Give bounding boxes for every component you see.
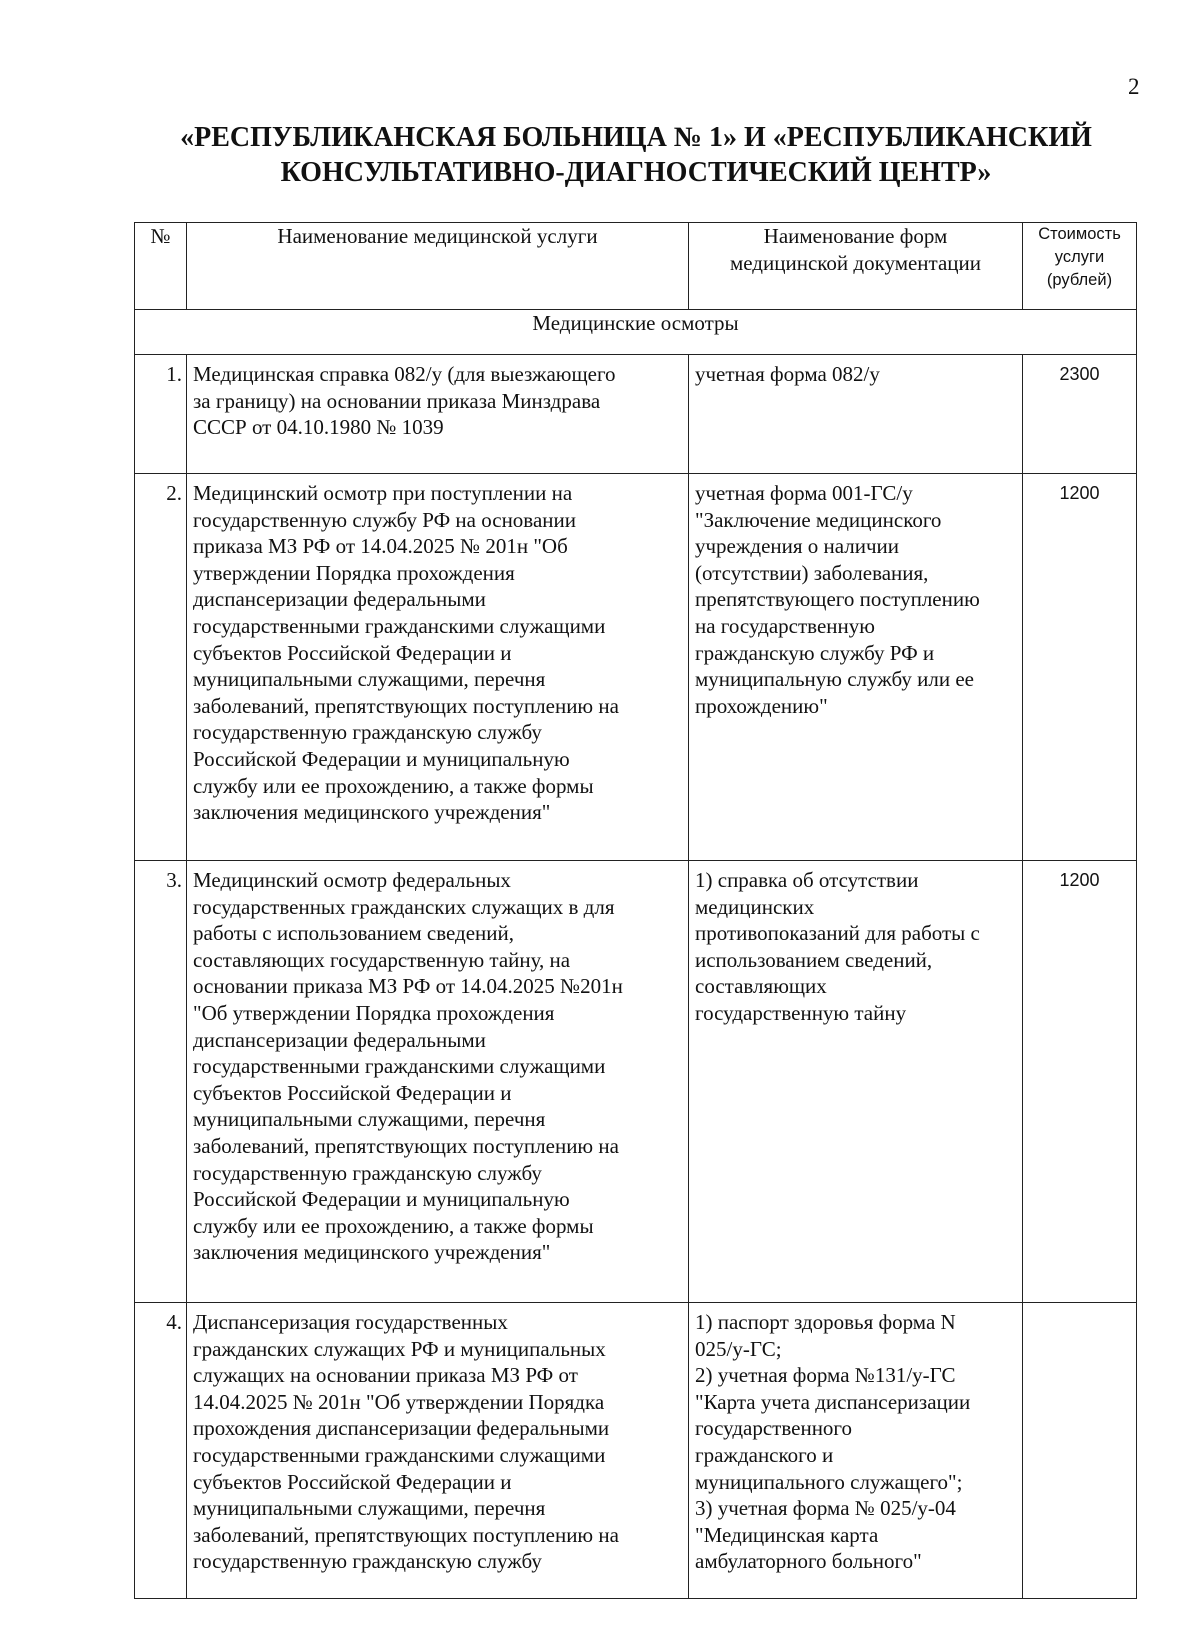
document-form-line: амбулаторного больного" xyxy=(695,1549,922,1574)
service-name-line: диспансеризации федеральными xyxy=(193,1027,486,1052)
document-forms-cell xyxy=(689,1303,1023,1599)
document-form-line: противопоказаний для работы с xyxy=(695,921,980,946)
service-name-line: субъектов Российской Федерации и xyxy=(193,1469,512,1494)
document-form-line: "Заключение медицинского xyxy=(695,507,942,532)
header-service-name: Наименование медицинской услуги xyxy=(187,223,689,310)
document-form-line: государственного xyxy=(695,1416,853,1441)
document-form-line: (отсутствии) заболевания, xyxy=(695,560,929,585)
service-name-line: государственными гражданскими служащими xyxy=(193,1054,606,1079)
service-name-line: Российской Федерации и муниципальную xyxy=(193,1187,570,1212)
service-name-line: основании приказа МЗ РФ от 14.04.2025 №201н xyxy=(193,974,623,999)
service-name-line: заключения медицинского учреждения" xyxy=(193,1240,551,1265)
table-row xyxy=(135,861,1137,1303)
title-line-2: КОНСУЛЬТАТИВНО-ДИАГНОСТИЧЕСКИЙ ЦЕНТР» xyxy=(280,157,992,188)
row-number: 1. xyxy=(135,355,187,474)
section-row xyxy=(135,310,1137,355)
service-name-cell xyxy=(187,474,689,861)
table-row xyxy=(135,355,1137,474)
document-form-line: учреждения о наличии xyxy=(695,534,900,559)
table-row xyxy=(135,474,1137,861)
service-name-cell xyxy=(187,861,689,1303)
service-name-line: Медицинский осмотр при поступлении на xyxy=(193,481,573,505)
service-name-line: Медицинский осмотр федеральных xyxy=(193,868,511,892)
service-name-line: государственную гражданскую службу xyxy=(193,720,542,745)
service-cost: 2300 xyxy=(1023,355,1137,474)
document-forms-cell xyxy=(689,474,1023,861)
title-line-1: «РЕСПУБЛИКАНСКАЯ БОЛЬНИЦА № 1» И «РЕСПУБЛИКАНСКИЙ xyxy=(180,122,1092,153)
service-name-line: субъектов Российской Федерации и xyxy=(193,1080,512,1105)
document-form-line: государственную тайну xyxy=(695,1000,907,1025)
service-name-line: диспансеризации федеральными xyxy=(193,587,486,612)
service-name-line: служащих на основании приказа МЗ РФ от xyxy=(193,1363,578,1388)
document-form-line: 1) справка об отсутствии xyxy=(695,868,919,892)
service-name-line: заболеваний, препятствующих поступлению на xyxy=(193,1522,619,1547)
header-document-forms: Наименование форм медицинской документации xyxy=(689,223,1023,310)
service-name-line: службу или ее прохождению, а также формы xyxy=(193,773,594,798)
service-name-line: государственную гражданскую службу xyxy=(193,1160,542,1185)
section-title: Медицинские осмотры xyxy=(135,310,1137,355)
service-name-line: заключения медицинского учреждения" xyxy=(193,800,551,825)
service-name-line: гражданских служащих РФ и муниципальных xyxy=(193,1336,606,1361)
document-form-line: гражданского и xyxy=(695,1442,834,1467)
document-form-line: муниципального служащего"; xyxy=(695,1469,963,1494)
service-name-line: работы с использованием сведений, xyxy=(193,921,515,946)
row-number: 3. xyxy=(135,861,187,1303)
header-number: № xyxy=(135,223,187,310)
document-form-line: "Карта учета диспансеризации xyxy=(695,1389,971,1414)
service-name-line: Российской Федерации и муниципальную xyxy=(193,746,570,771)
document-form-line: "Медицинская карта xyxy=(695,1522,879,1547)
service-name-line: государственную гражданскую службу xyxy=(193,1549,542,1574)
document-form-line: гражданскую службу РФ и xyxy=(695,640,935,665)
document-form-line: учетная форма 001-ГС/у xyxy=(695,481,913,505)
service-name-line: государственных гражданских служащих в для xyxy=(193,894,615,919)
document-form-line: использованием сведений, xyxy=(695,947,933,972)
service-name-cell xyxy=(187,1303,689,1599)
service-name-line: государственными гражданскими служащими xyxy=(193,613,606,638)
document-form-line: на государственную xyxy=(695,613,875,638)
service-name-line: прохождения диспансеризации федеральными xyxy=(193,1416,610,1441)
service-name-line: "Об утверждении Порядка прохождения xyxy=(193,1000,555,1025)
document-form-line: медицинских xyxy=(695,894,815,919)
document-form-line: муниципальную службу или ее xyxy=(695,667,974,692)
document-form-line: препятствующего поступлению xyxy=(695,587,980,612)
service-name-line: приказа МЗ РФ от 14.04.2025 № 201н "Об xyxy=(193,534,568,559)
service-name-line: муниципальными служащими, перечня xyxy=(193,667,546,692)
table-header-row xyxy=(135,223,1137,310)
document-form-line: 1) паспорт здоровья форма N xyxy=(695,1310,956,1334)
document-forms-cell xyxy=(689,861,1023,1303)
document-title xyxy=(120,120,1152,190)
service-name-line: заболеваний, препятствующих поступлению на xyxy=(193,1133,619,1158)
table-row xyxy=(135,1303,1137,1599)
service-cost: 1200 xyxy=(1023,474,1137,861)
service-name-line: составляющих государственную тайну, на xyxy=(193,947,571,972)
row-number: 4. xyxy=(135,1303,187,1599)
header-cost: Стоимость услуги (рублей) xyxy=(1023,223,1137,310)
service-name-line: муниципальными служащими, перечня xyxy=(193,1107,546,1132)
services-price-table xyxy=(134,222,1137,1599)
service-name-line: государственными гражданскими служащими xyxy=(193,1442,606,1467)
service-name-line: за границу) на основании приказа Минздрава xyxy=(193,388,601,413)
document-form-line: 025/у-ГС; xyxy=(695,1336,782,1361)
service-cost: 1200 xyxy=(1023,861,1137,1303)
service-name-cell xyxy=(187,355,689,474)
service-name-line: Диспансеризация государственных xyxy=(193,1310,508,1334)
document-form-line: составляющих xyxy=(695,974,827,999)
page-number: 2 xyxy=(1128,74,1140,99)
document-form-line: 3) учетная форма № 025/у-04 xyxy=(695,1496,956,1521)
document-form-line: учетная форма 082/у xyxy=(695,362,880,386)
service-name-line: СССР от 04.10.1980 № 1039 xyxy=(193,415,444,440)
service-name-line: субъектов Российской Федерации и xyxy=(193,640,512,665)
document-form-line: 2) учетная форма №131/у-ГС xyxy=(695,1363,956,1388)
document-forms-cell xyxy=(689,355,1023,474)
service-name-line: утверждении Порядка прохождения xyxy=(193,560,515,585)
service-name-line: заболеваний, препятствующих поступлению на xyxy=(193,693,619,718)
row-number: 2. xyxy=(135,474,187,861)
service-name-line: Медицинская справка 082/у (для выезжающего xyxy=(193,362,616,386)
service-name-line: службу или ее прохождению, а также формы xyxy=(193,1213,594,1238)
document-form-line: прохождению" xyxy=(695,693,828,718)
service-cost xyxy=(1023,1303,1137,1599)
service-name-line: муниципальными служащими, перечня xyxy=(193,1496,546,1521)
service-name-line: государственную службу РФ на основании xyxy=(193,507,576,532)
service-name-line: 14.04.2025 № 201н "Об утверждении Порядка xyxy=(193,1389,605,1414)
